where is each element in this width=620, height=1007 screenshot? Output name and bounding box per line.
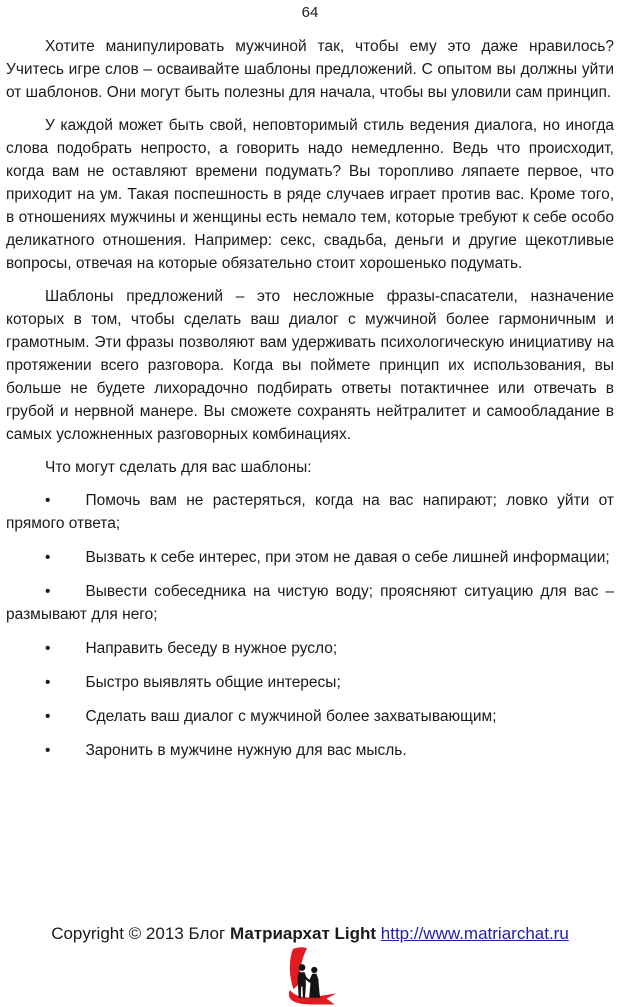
bullet-icon: • (45, 492, 51, 509)
bullet-icon: • (45, 742, 51, 759)
bullet-icon: • (45, 708, 51, 725)
bullet-icon: • (45, 549, 51, 566)
list-item (6, 705, 614, 728)
bullet-icon: • (45, 583, 51, 600)
copyright-text: Copyright © 2013 Блог (51, 924, 226, 943)
man-silhouette-icon (298, 964, 310, 998)
list-item (6, 739, 614, 762)
page-number: 64 (301, 4, 319, 21)
woman-silhouette-icon (308, 967, 320, 998)
list-item-text: Быстро выявлять общие интересы; (85, 674, 341, 691)
bullet-icon: • (45, 674, 51, 691)
list-item (6, 489, 614, 535)
list-item-text: Заронить в мужчине нужную для вас мысль. (85, 742, 407, 759)
page-body (0, 35, 620, 773)
page-footer (0, 922, 620, 1007)
list-item (6, 637, 614, 660)
paragraph-1: Хотите манипулировать мужчиной так, чтобы ему это даже нравилось? Учитесь игре слов – осваивайте шаблоны предложений. С опытом вы должны уйти от шаблонов. Они могут быть полезны для начала, чтобы вы уловили сам принцип. (6, 38, 614, 101)
bullet-icon: • (45, 640, 51, 657)
list-item-text: Вывести собеседника на чистую воду; проясняют ситуацию для вас – размывают для него; (6, 583, 614, 623)
site-link[interactable]: http://www.matriarchat.ru (380, 924, 569, 943)
section-intro: Что могут сделать для вас шаблоны: (45, 459, 312, 476)
paragraph-3: Шаблоны предложений – это несложные фразы-спасатели, назначение которых в том, чтобы сделать ваш диалог с мужчиной более гармоничным и грамотным. Эти фразы позволяют вам удерживать психологическую инициативу на протяжении всего разговора. Когда вы поймете принцип их использования, вы больше не будете лихорадочно подбирать ответы потактичнее или отвечать в грубой и нервной манере. Вы сможете сохранять нейтралитет и самообладание в самых усложненных разговорных комбинациях. (6, 288, 614, 443)
list-item-text: Помочь вам не растеряться, когда на вас напирают; ловко уйти от прямого ответа; (6, 492, 614, 532)
matriarchat-couple-logo (280, 947, 340, 1005)
list-item-text: Направить беседу в нужное русло; (85, 640, 338, 657)
paragraph-2: У каждой может быть свой, неповторимый стиль ведения диалога, но иногда слова подобрать непросто, а говорить надо немедленно. Ведь что происходит, когда вам не оставляют времени подумать? Вы торопливо ляпаете первое, что приходит на ум. Такая поспешность в ряде случаев играет против вас. Кроме того, в отношениях мужчины и женщины есть немало тем, которые требуют к себе особо деликатного отношения. Например: секс, свадьба, деньги и другие щекотливые вопросы, отвечая на которые обязательно стоит хорошенько подумать. (6, 117, 614, 272)
list-item-text: Вызвать к себе интерес, при этом не давая о себе лишней информации; (85, 549, 610, 566)
list-item (6, 671, 614, 694)
brand-name: Матриархат Light (229, 924, 377, 943)
list-item (6, 546, 614, 569)
copyright-line (0, 922, 620, 945)
list-item (6, 580, 614, 626)
list-item-text: Сделать ваш диалог с мужчиной более захватывающим; (85, 708, 497, 725)
